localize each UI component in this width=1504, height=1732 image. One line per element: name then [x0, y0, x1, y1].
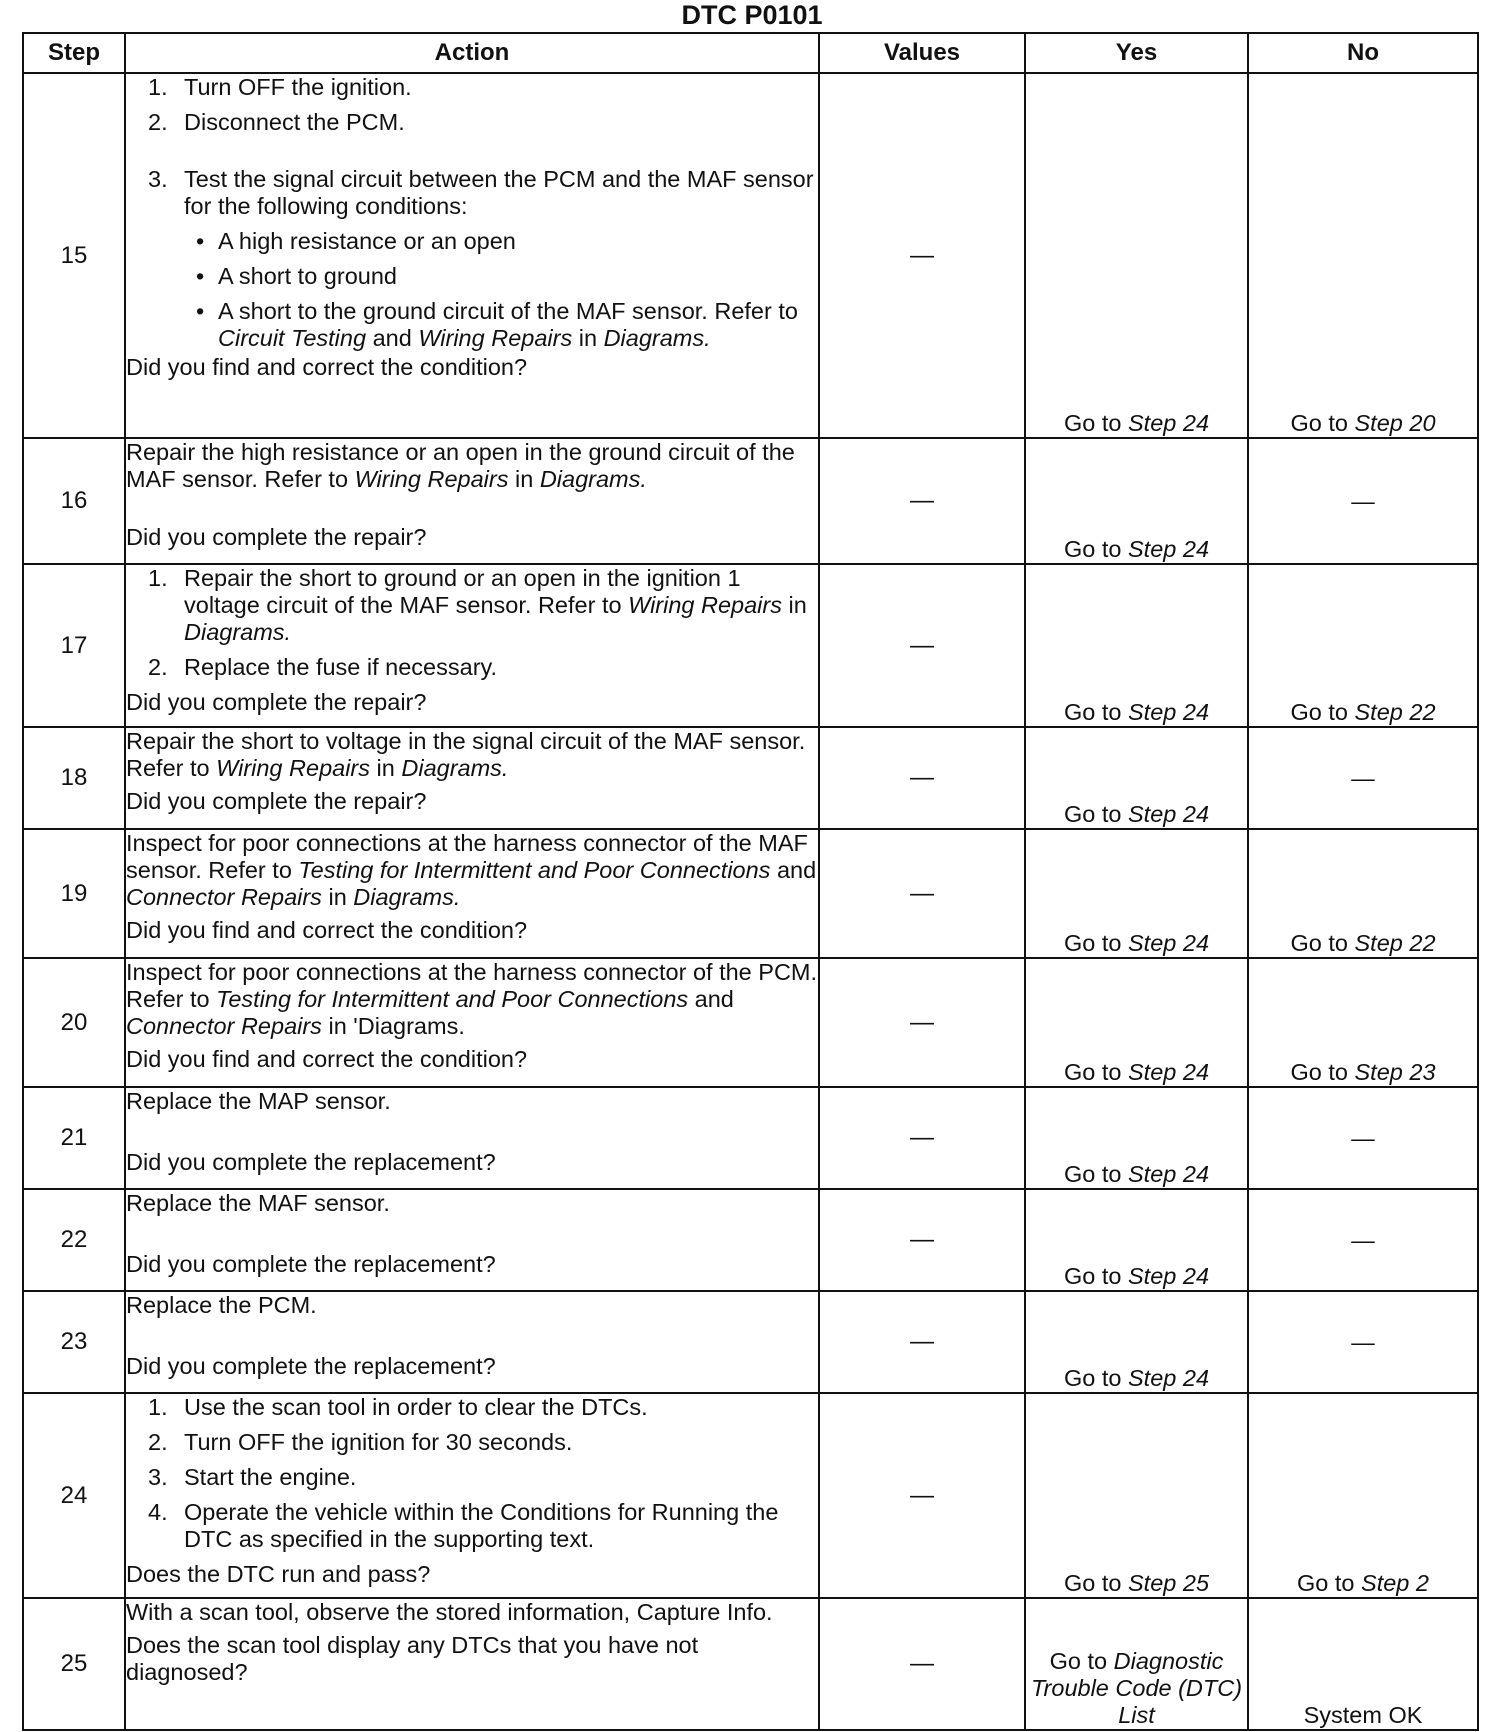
- table-row: [23, 73, 1478, 438]
- action-cell: Repair the high resistance or an open in the ground circuit of the MAF sensor. Refer to Wiring Repairs in Diagrams. Did you complete the repair?: [125, 438, 819, 564]
- list-item: 1. Use the scan tool in order to clear the DTCs.: [148, 1394, 648, 1420]
- step-number: 21: [23, 1087, 125, 1189]
- no-cell: System OK: [1248, 1598, 1478, 1730]
- table-row: [23, 727, 1478, 829]
- yes-cell: Go to Step 24: [1025, 958, 1248, 1087]
- table-row: [23, 829, 1478, 958]
- action-cell: Replace the MAF sensor. Did you complete the replacement?: [125, 1189, 819, 1291]
- step-reference: Step 25: [1128, 1570, 1210, 1596]
- table-row: [23, 1598, 1478, 1730]
- step-reference: Step 24: [1128, 801, 1210, 827]
- action-question: Did you find and correct the condition?: [126, 354, 528, 380]
- reference-link: Connector Repairs: [126, 1013, 322, 1039]
- values-cell: —: [819, 73, 1025, 438]
- reference-link: Wiring Repairs: [354, 466, 509, 492]
- step-reference: Step 23: [1354, 1059, 1436, 1085]
- step-number: 24: [23, 1393, 125, 1598]
- yes-cell: Go to Step 24: [1025, 727, 1248, 829]
- list-item: 2. Replace the fuse if necessary.: [148, 654, 498, 680]
- no-cell: —: [1248, 1189, 1478, 1291]
- page-title: DTC P0101: [681, 0, 823, 30]
- action-cell: Inspect for poor connections at the harness connector of the PCM. Refer to Testing for Intermittent and Poor Connections and Connector Repairs in 'Diagrams. Did you find and correct the condition?: [125, 958, 819, 1087]
- step-reference: Step 22: [1354, 930, 1436, 956]
- diagnostic-table: [22, 32, 1479, 1731]
- yes-cell: Go to Step 24: [1025, 829, 1248, 958]
- step-number: 25: [23, 1598, 125, 1730]
- yes-cell: Go to Diagnostic Trouble Code (DTC) List: [1025, 1598, 1248, 1730]
- action-question: Did you find and correct the condition?: [126, 917, 528, 943]
- action-question: Did you complete the repair?: [126, 788, 427, 814]
- reference-link: Diagrams.: [603, 325, 711, 351]
- step-reference: Step 2: [1361, 1570, 1429, 1596]
- values-cell: —: [819, 1598, 1025, 1730]
- reference-link: Diagrams.: [353, 884, 461, 910]
- list-item: 3. Test the signal circuit between the PCM and the MAF sensor for the following conditions:: [148, 166, 814, 219]
- action-question: Did you complete the replacement?: [126, 1353, 496, 1379]
- action-question: Did you complete the repair?: [126, 689, 427, 715]
- table-row: [23, 958, 1478, 1087]
- table-row: [23, 1087, 1478, 1189]
- no-cell: Go to Step 22: [1248, 829, 1478, 958]
- no-cell: —: [1248, 1291, 1478, 1393]
- list-item: 2. Disconnect the PCM.: [148, 109, 405, 135]
- no-cell: —: [1248, 438, 1478, 564]
- list-item: 3. Start the engine.: [148, 1464, 357, 1490]
- reference-link: Diagrams.: [539, 466, 647, 492]
- list-item: 1. Turn OFF the ignition.: [148, 74, 412, 100]
- step-reference: Step 24: [1128, 410, 1210, 436]
- step-reference: Step 24: [1128, 1059, 1210, 1085]
- no-cell: Go to Step 2: [1248, 1393, 1478, 1598]
- yes-cell: Go to Step 24: [1025, 438, 1248, 564]
- yes-cell: Go to Step 24: [1025, 1189, 1248, 1291]
- step-reference: Step 24: [1128, 930, 1210, 956]
- reference-link: Testing for Intermittent and Poor Connections: [298, 857, 771, 883]
- header-yes: Yes: [1025, 33, 1248, 73]
- values-cell: —: [819, 958, 1025, 1087]
- no-cell: —: [1248, 1087, 1478, 1189]
- reference-link: Connector Repairs: [126, 884, 322, 910]
- no-cell: Go to Step 22: [1248, 564, 1478, 727]
- table-row: [23, 564, 1478, 727]
- reference-link: Testing for Intermittent and Poor Connections: [216, 986, 689, 1012]
- reference-link: Diagrams.: [184, 619, 292, 645]
- step-reference: Step 24: [1128, 1161, 1210, 1187]
- list-item: 1. Repair the short to ground or an open in the ignition 1 voltage circuit of the MAF sensor. Refer to Wiring Repairs in Diagrams.: [148, 565, 807, 645]
- action-question: Did you complete the repair?: [126, 524, 427, 550]
- reference-link: Wiring Repairs: [418, 325, 573, 351]
- action-cell: With a scan tool, observe the stored information, Capture Info. Does the scan tool display any DTCs that you have not diagnosed?: [125, 1598, 819, 1730]
- values-cell: —: [819, 1189, 1025, 1291]
- bullet-item: • A short to ground: [196, 263, 397, 289]
- table-row: [23, 1189, 1478, 1291]
- header-row: [23, 33, 1478, 73]
- step-number: 18: [23, 727, 125, 829]
- values-cell: —: [819, 1087, 1025, 1189]
- action-cell: [125, 564, 819, 727]
- step-reference: Step 20: [1354, 410, 1436, 436]
- values-cell: —: [819, 438, 1025, 564]
- table-row: [23, 1393, 1478, 1598]
- header-values: Values: [819, 33, 1025, 73]
- dtc-list-reference: Diagnostic Trouble Code (DTC) List: [1030, 1648, 1243, 1728]
- action-question: Did you find and correct the condition?: [126, 1046, 528, 1072]
- step-number: 17: [23, 564, 125, 727]
- yes-cell: Go to Step 25: [1025, 1393, 1248, 1598]
- step-number: 19: [23, 829, 125, 958]
- reference-link: Wiring Repairs: [628, 592, 782, 618]
- reference-link: Circuit Testing: [218, 325, 367, 351]
- bullet-item: • A high resistance or an open: [196, 228, 516, 254]
- list-item: 2. Turn OFF the ignition for 30 seconds.: [148, 1429, 573, 1455]
- action-question: Does the scan tool display any DTCs that you have not diagnosed?: [126, 1632, 699, 1685]
- no-cell: Go to Step 23: [1248, 958, 1478, 1087]
- yes-cell: Go to Step 24: [1025, 1291, 1248, 1393]
- header-step: Step: [23, 33, 125, 73]
- step-reference: Step 24: [1128, 1365, 1210, 1391]
- header-no: No: [1248, 33, 1478, 73]
- action-cell: [125, 73, 819, 438]
- reference-link: Wiring Repairs: [216, 755, 371, 781]
- values-cell: —: [819, 1393, 1025, 1598]
- action-cell: Repair the short to voltage in the signal circuit of the MAF sensor. Refer to Wiring Repairs in Diagrams. Did you complete the repair?: [125, 727, 819, 829]
- action-cell: Inspect for poor connections at the harness connector of the MAF sensor. Refer to Testing for Intermittent and Poor Connections and Connector Repairs in Diagrams. Did you find and correct the condition?: [125, 829, 819, 958]
- step-reference: Step 24: [1128, 1263, 1210, 1289]
- action-cell: Replace the MAP sensor. Did you complete the replacement?: [125, 1087, 819, 1189]
- action-question: Does the DTC run and pass?: [126, 1561, 431, 1587]
- step-number: 15: [23, 73, 125, 438]
- action-cell: Replace the PCM. Did you complete the replacement?: [125, 1291, 819, 1393]
- values-cell: —: [819, 564, 1025, 727]
- step-number: 20: [23, 958, 125, 1087]
- yes-cell: Go to Step 24: [1025, 564, 1248, 727]
- no-cell: Go to Step 20: [1248, 73, 1478, 438]
- yes-cell: Go to Step 24: [1025, 1087, 1248, 1189]
- step-reference: Step 22: [1354, 699, 1436, 725]
- values-cell: —: [819, 1291, 1025, 1393]
- no-cell: —: [1248, 727, 1478, 829]
- step-reference: Step 24: [1128, 699, 1210, 725]
- values-cell: —: [819, 727, 1025, 829]
- step-number: 23: [23, 1291, 125, 1393]
- step-reference: Step 24: [1128, 536, 1210, 562]
- step-number: 16: [23, 438, 125, 564]
- table-row: [23, 1291, 1478, 1393]
- bullet-item: • A short to the ground circuit of the MAF sensor. Refer to Circuit Testing and Wiring Repairs in Diagrams.: [196, 298, 798, 351]
- step-number: 22: [23, 1189, 125, 1291]
- header-action: Action: [125, 33, 819, 73]
- values-cell: —: [819, 829, 1025, 958]
- yes-cell: Go to Step 24: [1025, 73, 1248, 438]
- table-row: [23, 438, 1478, 564]
- reference-link: Diagrams.: [401, 755, 509, 781]
- action-question: Did you complete the replacement?: [126, 1251, 496, 1277]
- action-cell: [125, 1393, 819, 1598]
- action-question: Did you complete the replacement?: [126, 1149, 496, 1175]
- list-item: 4. Operate the vehicle within the Conditions for Running the DTC as specified in the supporting text.: [148, 1499, 779, 1552]
